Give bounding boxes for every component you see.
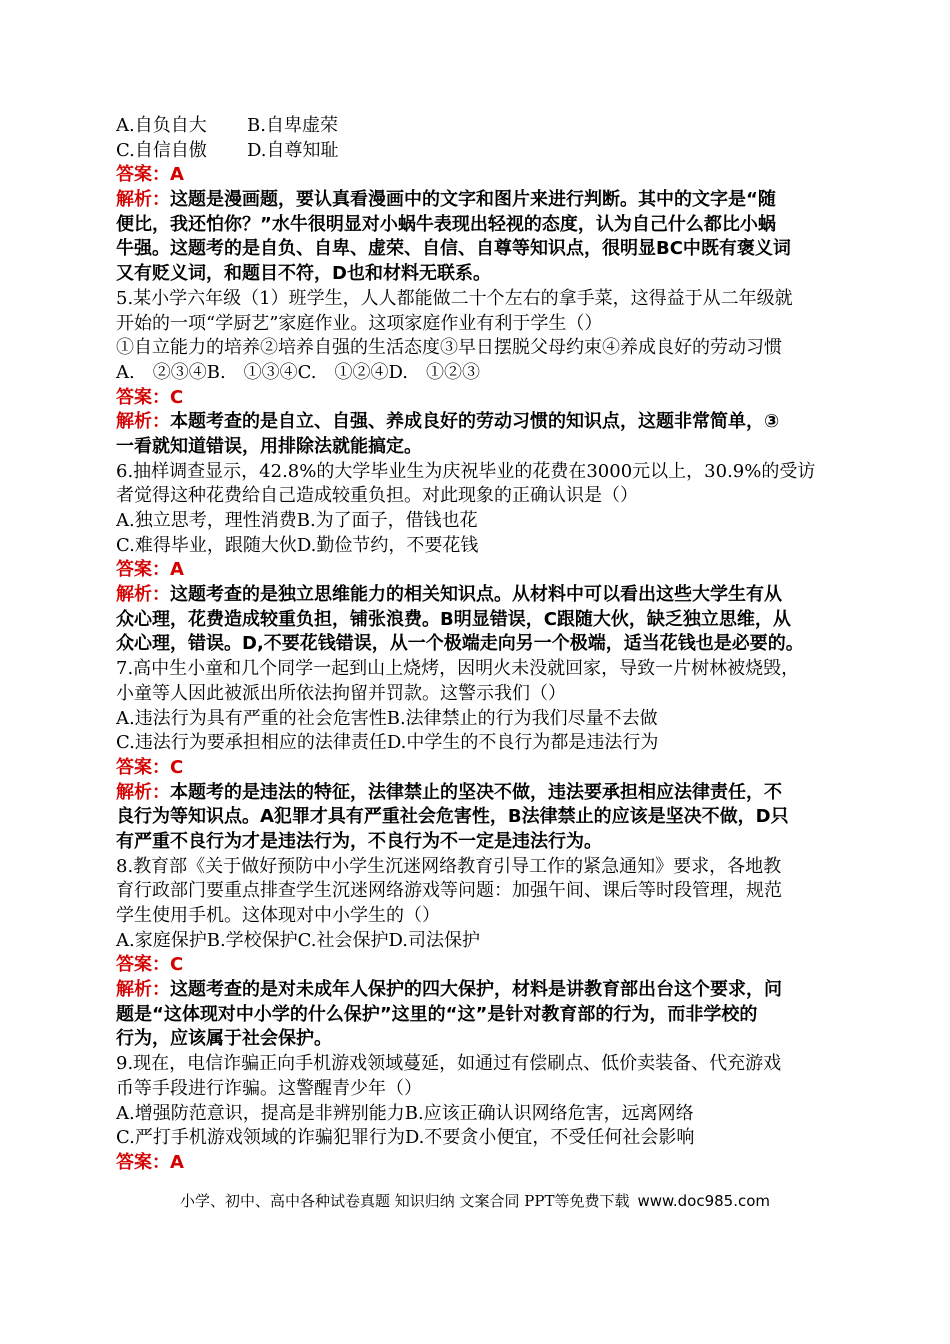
analysis-text: 这题考查的是对未成年人保护的四大保护，材料是讲教育部出台这个要求，问: [170, 979, 782, 1001]
q5-analysis-line-1: [116, 410, 836, 435]
q4-option-c: C.自信自傲: [116, 139, 207, 161]
q8-answer: 答案：C: [116, 954, 184, 976]
analysis-text: 本题考的是违法的特征，法律禁止的坚决不做，违法要承担相应法律责任，不: [170, 781, 782, 803]
analysis-label: 解析：: [116, 979, 170, 1001]
analysis-label: 解析：: [116, 411, 170, 433]
q6-analysis-line-1: [116, 583, 836, 608]
q6-stem-line-1: 6.抽样调查显示，42.8%的大学毕业生为庆祝毕业的花费在3000元以上，30.9%的受访: [116, 460, 816, 482]
analysis-text: 本题考查的是自立、自强、养成良好的劳动习惯的知识点，这题非常简单，③: [170, 411, 780, 433]
q4-analysis-line-2: 便比，我还怕你？”水牛很明显对小蜗牛表现出轻视的态度，认为自己什么都比小蜗: [116, 213, 776, 235]
q5-analysis-line-2: 一看就知道错误，用排除法就能搞定。: [116, 435, 422, 457]
q7-analysis-line-2: 良行为等知识点。A犯罪才具有严重社会危害性，B法律禁止的应该是坚决不做，D只: [116, 806, 789, 828]
q4-options-row-1: [116, 114, 836, 139]
q4-option-b: B.自卑虚荣: [247, 115, 338, 136]
q6-analysis-line-2: 众心理，花费造成较重负担，铺张浪费。B明显错误，C跟随大伙，缺乏独立思维，从: [116, 608, 791, 630]
footer-text: 小学、初中、高中各种试卷真题 知识归纳 文案合同 PPT等免费下载: [179, 1192, 630, 1210]
analysis-label: 解析：: [116, 189, 170, 211]
document-body: [116, 114, 836, 1176]
q7-options-row-2: C.违法行为要承担相应的法律责任D.中学生的不良行为都是违法行为: [116, 732, 659, 754]
analysis-text: 这题是漫画题，要认真看漫画中的文字和图片来进行判断。其中的文字是“随: [170, 189, 776, 211]
page-footer: [0, 1190, 950, 1211]
q4-options-row-2: [116, 139, 836, 164]
q7-analysis-line-1: [116, 781, 836, 806]
analysis-label: 解析：: [116, 584, 170, 606]
q6-options-row-2: C.难得毕业，跟随大伙D.勤俭节约，不要花钱: [116, 534, 479, 556]
q8-stem-line-3: 学生使用手机。这体现对中小学生的（）: [116, 905, 440, 926]
q7-stem-line-2: 小童等人因此被派出所依法拘留并罚款。这警示我们（）: [116, 682, 566, 704]
footer-site-link[interactable]: www.doc985.com: [637, 1192, 771, 1210]
q5-stem-line-1: 5.某小学六年级（1）班学生，人人都能做二十个左右的拿手菜，这得益于从二年级就: [116, 287, 793, 309]
q4-option-a: A.自负自大: [116, 115, 207, 136]
q7-analysis-line-3: 有严重不良行为才是违法行为，不良行为不一定是违法行为。: [116, 830, 602, 852]
q6-answer: 答案：A: [116, 559, 184, 581]
q4-analysis-line-3: 牛强。这题考的是自负、自卑、虚荣、自信、自尊等知识点，很明显BC中既有褒义词: [116, 238, 791, 260]
q4-option-d: D.自尊知耻: [247, 139, 339, 161]
q7-answer: 答案：C: [116, 756, 184, 778]
q9-options-row-1: A.增强防范意识，提高是非辨别能力B.应该正确认识网络危害，远离网络: [116, 1102, 694, 1124]
q9-stem-line-2: 币等手段进行诈骗。这警醒青少年（）: [116, 1077, 422, 1099]
q5-stem-line-2: 开始的一项“学厨艺”家庭作业。这项家庭作业有利于学生（）: [116, 312, 603, 334]
q6-options-row-1: A.独立思考，理性消费B.为了面子，借钱也花: [116, 510, 478, 531]
analysis-text: 这题考查的是独立思维能力的相关知识点。从材料中可以看出这些大学生有从: [170, 584, 782, 606]
q6-stem-line-2: 者觉得这种花费给自己造成较重负担。对此现象的正确认识是（）: [116, 485, 638, 507]
q7-stem-line-1: 7.高中生小童和几个同学一起到山上烧烤，因明火未没就回家，导致一片树林被烧毁，: [116, 658, 800, 680]
q6-analysis-line-3: 众心理，错误。D,不要花钱错误，从一个极端走向另一个极端，适当花钱也是必要的。: [116, 633, 804, 655]
q4-analysis-line-1: [116, 188, 836, 213]
q9-answer: 答案：A: [116, 1151, 184, 1173]
q8-analysis-line-3: 行为，应该属于社会保护。: [116, 1028, 332, 1050]
q8-analysis-line-1: [116, 978, 836, 1003]
q8-options: A.家庭保护B.学校保护C.社会保护D.司法保护: [116, 929, 481, 951]
q5-answer: 答案：C: [116, 386, 184, 408]
q7-options-row-1: A.违法行为具有严重的社会危害性B.法律禁止的行为我们尽量不去做: [116, 707, 658, 729]
q9-options-row-2: C.严打手机游戏领域的诈骗犯罪行为D.不要贪小便宜，不受任何社会影响: [116, 1127, 695, 1149]
q4-answer: 答案：A: [116, 164, 184, 186]
q8-stem-line-1: 8.教育部《关于做好预防中小学生沉迷网络教育引导工作的紧急通知》要求，各地教: [116, 855, 782, 877]
q8-analysis-line-2: 题是“这体现对中小学的什么保护”这里的“这”是针对教育部的行为，而非学校的: [116, 1003, 758, 1025]
analysis-label: 解析：: [116, 781, 170, 803]
q5-stem-line-3: ①自立能力的培养②培养自强的生活态度③早日摆脱父母约束④养成良好的劳动习惯: [116, 337, 782, 359]
q5-options: A. ②③④B. ①③④C. ①②④D. ①②③: [116, 361, 481, 383]
q9-stem-line-1: 9.现在，电信诈骗正向手机游戏领域蔓延，如通过有偿刷点、低价卖装备、代充游戏: [116, 1053, 782, 1075]
q4-analysis-line-4: 又有贬义词，和题目不符，D也和材料无联系。: [116, 263, 491, 285]
q8-stem-line-2: 育行政部门要重点排查学生沉迷网络游戏等问题：加强午间、课后等时段管理，规范: [116, 880, 782, 902]
